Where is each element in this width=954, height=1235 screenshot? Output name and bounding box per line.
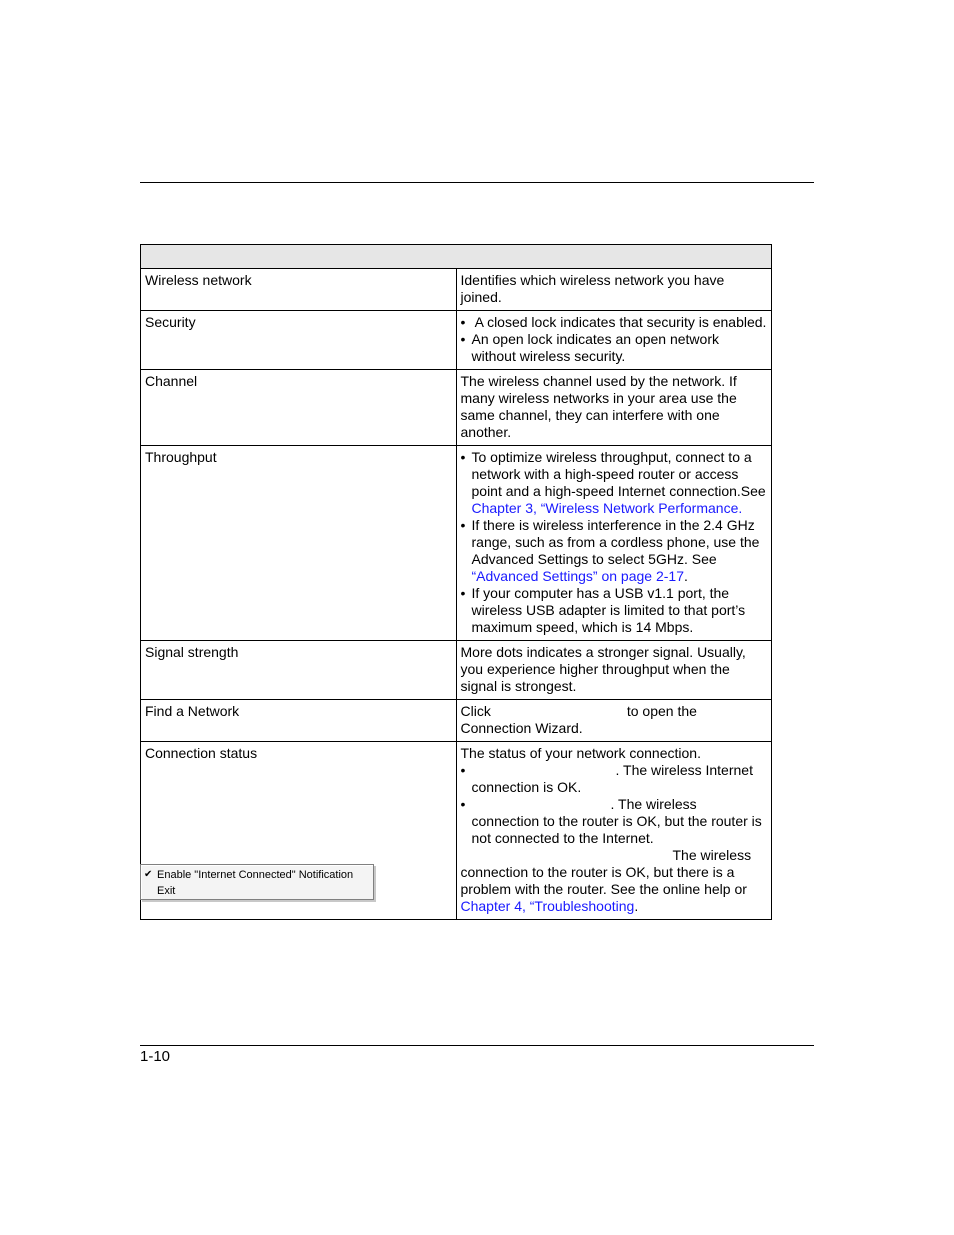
- menu-item-enable-notification[interactable]: Enable "Internet Connected" Notification: [157, 869, 354, 881]
- header-rule: [140, 182, 814, 183]
- bullet-text: An open lock indicates an open network without wireless security.: [471, 331, 719, 364]
- bullet-text: If there is wireless interference in the 2.4 GHz range, such as from a cordless phone, use the Advanced Settings to select 5GHz. See: [471, 517, 760, 567]
- status-end: .: [634, 898, 639, 914]
- link-chapter-3[interactable]: Chapter 3, “Wireless Network Performance.: [471, 500, 743, 516]
- row-desc-find-network: [456, 700, 772, 742]
- row-label-throughput: Throughput: [141, 446, 457, 641]
- row-label-find-network: Find a Network: [141, 700, 457, 742]
- row-desc-channel: The wireless channel used by the network. If many wireless networks in your area use the same channel, they can interfere with one another.: [456, 370, 772, 446]
- link-advanced-settings[interactable]: “Advanced Settings” on page 2-17: [471, 568, 684, 584]
- table-header-cell: [141, 245, 772, 269]
- row-desc-throughput: [456, 446, 772, 641]
- row-desc-security: [456, 311, 772, 370]
- table-row: [141, 446, 772, 641]
- bullet-end: .: [683, 568, 688, 584]
- bullet-item: • A closed lock indicates that security is enabled.: [460, 314, 767, 330]
- checkmark-icon: ✔: [144, 869, 153, 880]
- table-header-row: [141, 245, 772, 269]
- find-click-text: Click: [460, 703, 491, 719]
- bullet-item: • . The wireless Internet connection is OK.: [460, 762, 753, 795]
- row-label-security: Security: [141, 311, 457, 370]
- link-chapter-4[interactable]: Chapter 4, “Troubleshooting: [460, 898, 635, 914]
- status-intro: The status of your network connection.: [460, 745, 701, 761]
- tray-context-menu: [140, 864, 374, 900]
- table-row: [141, 269, 772, 311]
- find-after-text: to open the Connection Wizard.: [460, 703, 697, 736]
- bullet-text: . The wireless connection to the router is OK, but the router is not connected to the Internet.: [471, 796, 762, 846]
- bullet-text: A closed lock indicates that security is enabled.: [471, 314, 767, 330]
- bullet-item: • To optimize wireless throughput, connect to a network with a high-speed router or access point and a high-speed Internet connection.See Chapter 3, “Wireless Network Performance.: [460, 449, 766, 516]
- row-desc-signal-strength: More dots indicates a stronger signal. Usually, you experience higher throughput when the signal is strongest.: [456, 641, 772, 700]
- status-field-table: [140, 244, 772, 920]
- row-label-channel: Channel: [141, 370, 457, 446]
- table-row: [141, 700, 772, 742]
- row-label-signal-strength: Signal strength: [141, 641, 457, 700]
- row-label-wireless-network: Wireless network: [141, 269, 457, 311]
- bullet-item: • If your computer has a USB v1.1 port, the wireless USB adapter is limited to that port’s maximum speed, which is 14 Mbps.: [460, 585, 746, 635]
- status-paragraph: [461, 847, 768, 915]
- bullet-text: To optimize wireless throughput, connect to a network with a high-speed router or access point and a high-speed Internet connection.See: [471, 449, 766, 499]
- bullet-item: • If there is wireless interference in the 2.4 GHz range, such as from a cordless phone, use the Advanced Settings to select 5GHz. See “Advanced Settings” on page 2-17.: [460, 517, 760, 584]
- bullet-item: • . The wireless connection to the router is OK, but the router is not connected to the Internet.: [460, 796, 762, 846]
- table-row: [141, 641, 772, 700]
- table-row: [141, 370, 772, 446]
- menu-item-exit[interactable]: Exit: [157, 885, 176, 897]
- bullet-item: • An open lock indicates an open network without wireless security.: [460, 331, 719, 364]
- row-desc-wireless-network: Identifies which wireless network you have joined.: [456, 269, 772, 311]
- row-label-connection-status: Connection status: [141, 742, 457, 920]
- row-desc-connection-status: [456, 742, 772, 920]
- page-number: 1-10: [140, 1048, 171, 1065]
- bullet-text: . The wireless Internet connection is OK.: [471, 762, 753, 795]
- table-row: [141, 311, 772, 370]
- bullet-text: If your computer has a USB v1.1 port, the wireless USB adapter is limited to that port’s maximum speed, which is 14 Mbps.: [471, 585, 746, 635]
- status-problem-text: The wireless connection to the router is OK, but there is a problem with the router. See the online help or: [460, 847, 752, 897]
- footer-rule: [140, 1045, 814, 1046]
